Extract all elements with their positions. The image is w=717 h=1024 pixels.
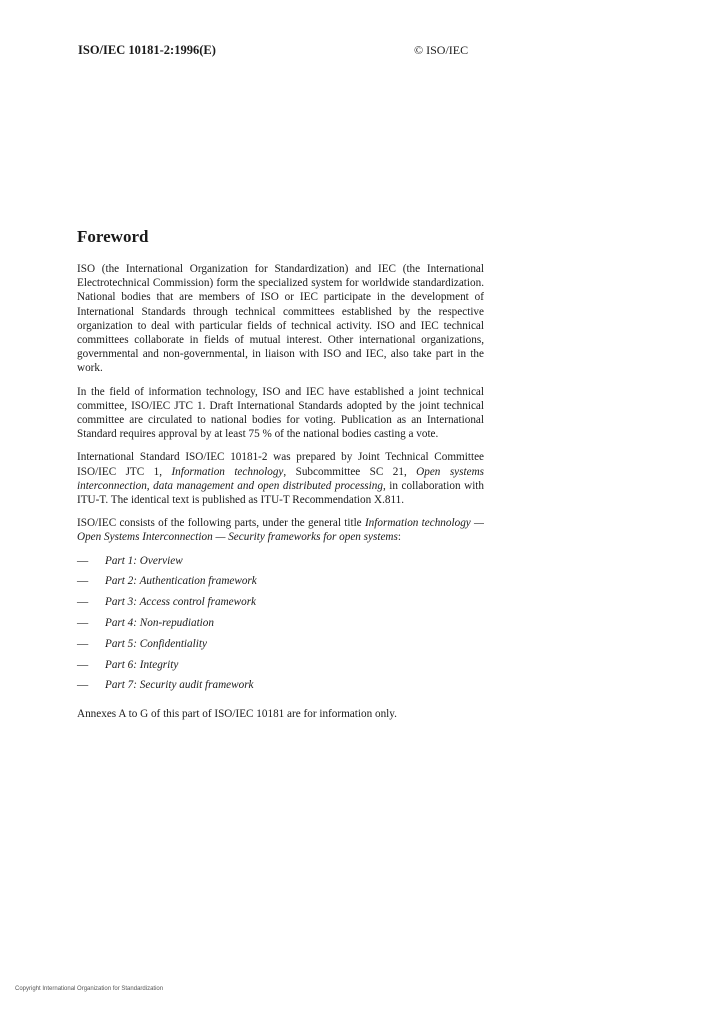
list-item bbox=[77, 616, 484, 637]
part-label: Part 4: Non-repudiation bbox=[105, 617, 214, 630]
part-label: Part 5: Confidentiality bbox=[105, 637, 207, 650]
list-dash: — bbox=[77, 617, 89, 630]
part-label: Part 7: Security audit framework bbox=[105, 679, 254, 692]
paragraph-1: ISO (the International Organization for Standardization) and IEC (the International Electrotechnical Commission) form the specialized system for worldwide standardization. National bodies that are members of ISO or IEC participate in the development of International Standards through technical committees established by the respective organization to deal with particular fields of technical activity. ISO and IEC technical committees collaborate in fields of mutual interest. Other international organizations, governmental and non-governmental, in liaison with ISO and IEC, also take part in the work. bbox=[77, 263, 484, 375]
document-id: ISO/IEC 10181-2:1996(E) bbox=[78, 43, 216, 57]
paragraph-3 bbox=[77, 450, 484, 507]
paragraph-4 bbox=[77, 516, 484, 544]
part-label: Part 2: Authentication framework bbox=[105, 575, 257, 588]
p3-text-e: , in collaboration with ITU-T. The identical text is published as ITU-T Recommendation X.811. bbox=[77, 479, 485, 507]
parts-list bbox=[77, 554, 484, 700]
list-item bbox=[77, 554, 484, 575]
p3-text-c: , Subcommittee SC 21, bbox=[283, 465, 417, 478]
closing-paragraph: Annexes A to G of this part of ISO/IEC 10181 are for information only. bbox=[77, 708, 397, 721]
part-label: Part 1: Overview bbox=[105, 554, 183, 567]
p4-text-a: ISO/IEC consists of the following parts, under the general title bbox=[77, 517, 365, 530]
list-item bbox=[77, 574, 484, 595]
list-dash: — bbox=[77, 637, 89, 650]
list-dash: — bbox=[77, 554, 89, 567]
list-dash: — bbox=[77, 658, 89, 671]
page-title: Foreword bbox=[77, 227, 149, 246]
p3-text-a: International Standard ISO/IEC 10181-2 was prepared by Joint Technical Committee ISO/IEC JTC 1, bbox=[77, 451, 484, 478]
p4-text-b: Information technology — Open Systems Interconnection — Security frameworks for open systems bbox=[77, 517, 484, 544]
list-item bbox=[77, 637, 484, 658]
list-item bbox=[77, 595, 484, 616]
list-dash: — bbox=[77, 679, 89, 692]
list-item bbox=[77, 658, 484, 679]
list-item bbox=[77, 678, 484, 699]
copyright-mark: © ISO/IEC bbox=[414, 43, 469, 57]
foreword-body bbox=[77, 262, 484, 730]
list-dash: — bbox=[77, 575, 89, 588]
p3-text-b: Information technology bbox=[171, 465, 284, 478]
footer-copyright: Copyright International Organization for Standardization bbox=[15, 986, 164, 992]
part-label: Part 6: Integrity bbox=[105, 658, 179, 671]
part-label: Part 3: Access control framework bbox=[105, 596, 257, 609]
list-dash: — bbox=[77, 596, 89, 609]
p3-text-d: Open systems interconnection, data management and open distributed processing bbox=[77, 465, 484, 492]
paragraph-2: In the field of information technology, ISO and IEC have established a joint technical committee, ISO/IEC JTC 1. Draft International Standards adopted by the joint technical committee are circulated to national bodies for voting. Publication as an International Standard requires approval by at least 75 % of the national bodies casting a vote. bbox=[77, 385, 484, 441]
p4-text-c: : bbox=[397, 531, 401, 544]
